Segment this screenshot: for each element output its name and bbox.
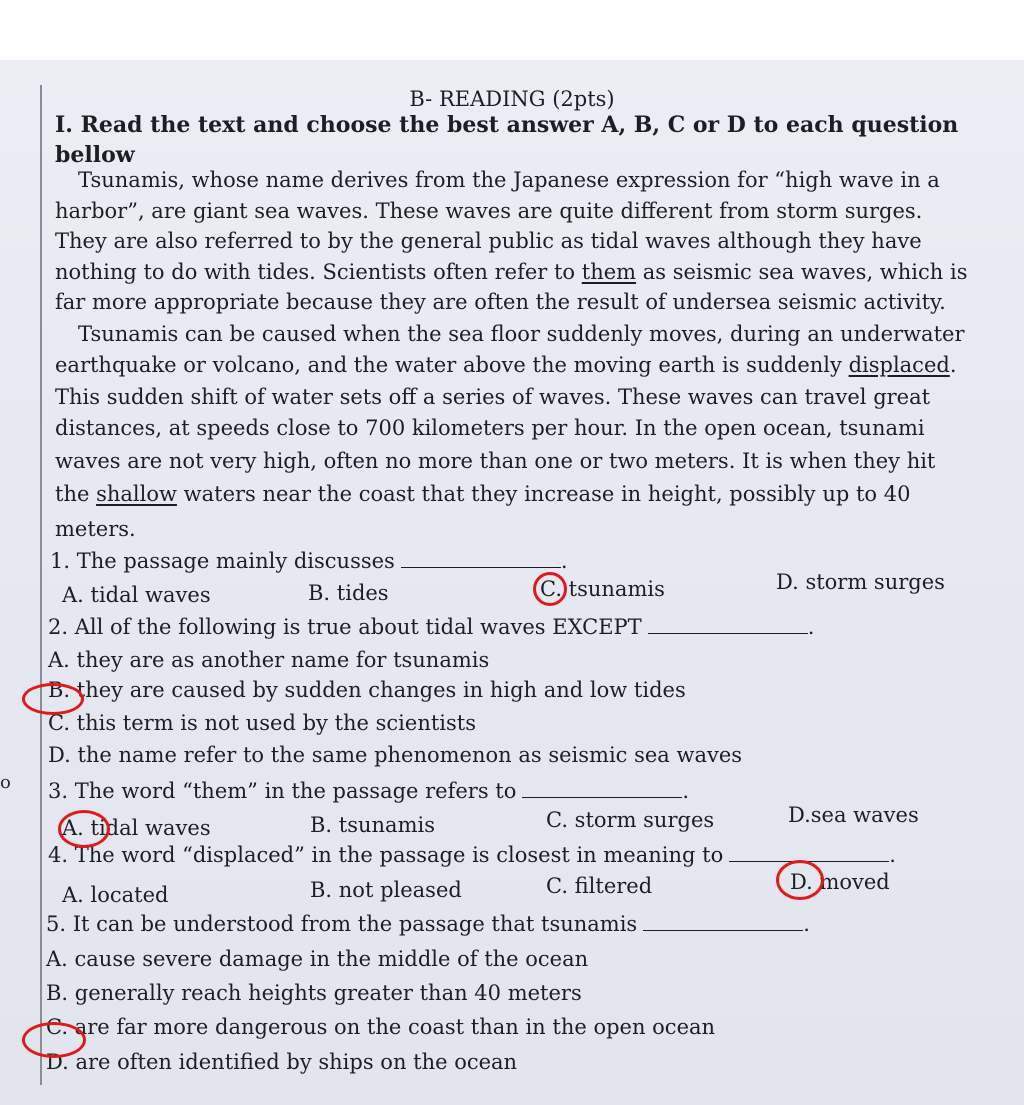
underlined-word-them: them [581, 260, 637, 284]
passage-line: meters. [55, 517, 136, 541]
answer-blank [648, 633, 808, 634]
passage-line: far more appropriate because they are often the result of undersea seismic activity. [55, 290, 946, 314]
passage-line: waves are not very high, often no more than one or two meters. It is when they hit [55, 449, 936, 473]
edge-mark: o [0, 772, 11, 793]
option-d: D.sea waves [788, 803, 919, 827]
answer-blank [522, 797, 682, 798]
passage-line: nothing to do with tides. Scientists often refer to them as seismic sea waves, which is [55, 260, 968, 284]
option-c: C. filtered [546, 874, 653, 898]
passage-line: harbor”, are giant sea waves. These waves are quite different from storm surges. [55, 199, 923, 223]
option-b: B. not pleased [310, 878, 462, 902]
option-b: B. tides [308, 581, 389, 605]
question-stem: 2. All of the following is true about tidal waves EXCEPT . [48, 615, 815, 639]
option-c: C. are far more dangerous on the coast than in the open ocean [46, 1015, 716, 1039]
option-a: A. tidal waves [62, 816, 211, 840]
option-a: A. located [62, 883, 169, 907]
passage-line: Tsunamis, whose name derives from the Japanese expression for “high wave in a [78, 168, 940, 192]
instruction-line-2: bellow [55, 142, 135, 168]
passage-line: the shallow waters near the coast that they increase in height, possibly up to 40 [55, 482, 911, 506]
option-b: B. generally reach heights greater than 40 meters [46, 981, 582, 1005]
option-c: C. storm surges [546, 808, 715, 832]
underlined-word-shallow: shallow [96, 482, 177, 506]
question-stem: 5. It can be understood from the passage that tsunamis . [46, 912, 810, 936]
passage-line: distances, at speeds close to 700 kilometers per hour. In the open ocean, tsunami [55, 416, 925, 440]
question-stem: 3. The word “them” in the passage refers to . [48, 779, 690, 803]
option-b: B. tsunamis [310, 813, 435, 837]
option-d: D. moved [790, 870, 890, 894]
option-c: C. this term is not used by the scientists [48, 711, 476, 735]
option-d: D. are often identified by ships on the ocean [46, 1050, 518, 1074]
answer-circle-q5 [22, 1022, 86, 1058]
option-c: C. tsunamis [540, 577, 665, 601]
question-stem: 1. The passage mainly discusses . [50, 549, 568, 573]
instruction-line-1: I. Read the text and choose the best answer A, B, C or D to each question [55, 112, 959, 138]
answer-circle-q3 [58, 810, 110, 848]
answer-blank [643, 930, 803, 931]
option-d: D. the name refer to the same phenomenon as seismic sea waves [48, 743, 743, 767]
option-b: B. they are caused by sudden changes in high and low tides [48, 678, 686, 702]
answer-circle-q2 [22, 683, 84, 715]
option-d: D. storm surges [776, 570, 945, 594]
option-a: A. they are as another name for tsunamis [48, 648, 490, 672]
answer-blank [401, 567, 561, 568]
question-stem: 4. The word “displaced” in the passage is closest in meaning to . [48, 843, 896, 867]
answer-circle-q4 [776, 860, 824, 900]
passage-line: Tsunamis can be caused when the sea floor suddenly moves, during an underwater [78, 322, 965, 346]
option-a: A. cause severe damage in the middle of the ocean [46, 947, 589, 971]
section-title: B- READING (2pts) [409, 87, 615, 111]
passage-line: earthquake or volcano, and the water above the moving earth is suddenly displaced. [55, 353, 957, 377]
passage-line: They are also referred to by the general public as tidal waves although they have [55, 229, 922, 253]
answer-circle-q1 [533, 572, 567, 606]
underlined-word-displaced: displaced [848, 353, 950, 377]
option-a: A. tidal waves [62, 583, 211, 607]
passage-line: This sudden shift of water sets off a series of waves. These waves can travel great [55, 385, 931, 409]
